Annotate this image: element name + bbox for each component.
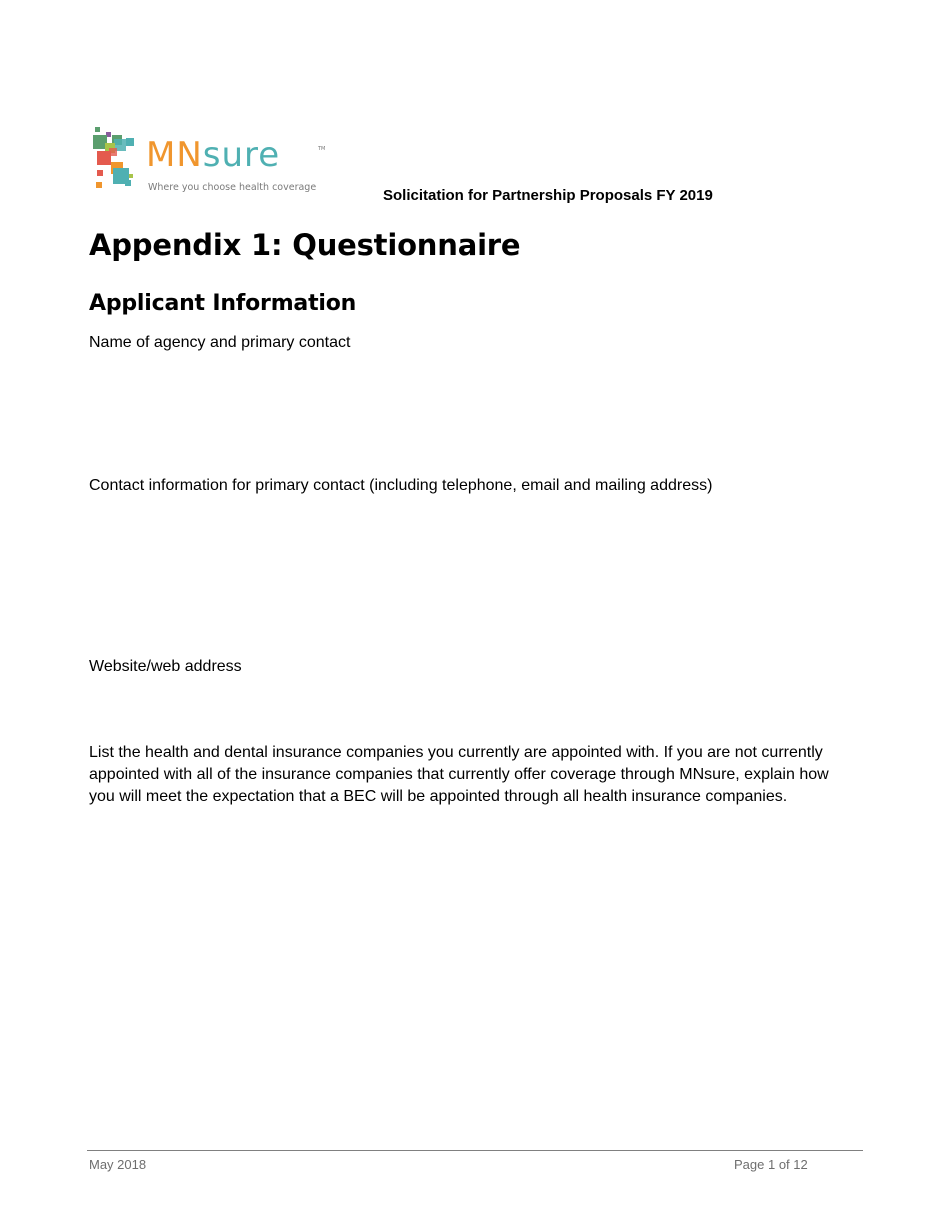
logo-squares-icon [92, 126, 148, 192]
footer-date: May 2018 [89, 1157, 147, 1172]
page-title: Appendix 1: Questionnaire [89, 228, 521, 262]
section-heading: Applicant Information [89, 291, 357, 316]
logo-sure-text: sure [202, 135, 281, 175]
logo-tagline: Where you choose health coverage [148, 182, 317, 193]
logo-trademark: TM [318, 146, 326, 152]
logo-wordmark [146, 136, 280, 174]
question-contact-info: Contact information for primary contact (including telephone, email and mailing address) [89, 477, 713, 494]
question-website: Website/web address [89, 658, 242, 675]
question-insurance-companies: List the health and dental insurance companies you currently are appointed with. If you are not currently appointed with all of the insurance companies that currently offer coverage through MNsure, explain how you will meet the expectation that a BEC will be appointed through all health insurance companies. [89, 744, 829, 805]
header-title: Solicitation for Partnership Proposals FY 2019 [383, 187, 713, 204]
mnsure-logo [92, 126, 332, 192]
logo-mn-text: MN [146, 135, 203, 175]
question-agency-name: Name of agency and primary contact [89, 334, 351, 351]
footer-divider [87, 1150, 863, 1151]
footer-page-number: Page 1 of 12 [734, 1157, 808, 1172]
